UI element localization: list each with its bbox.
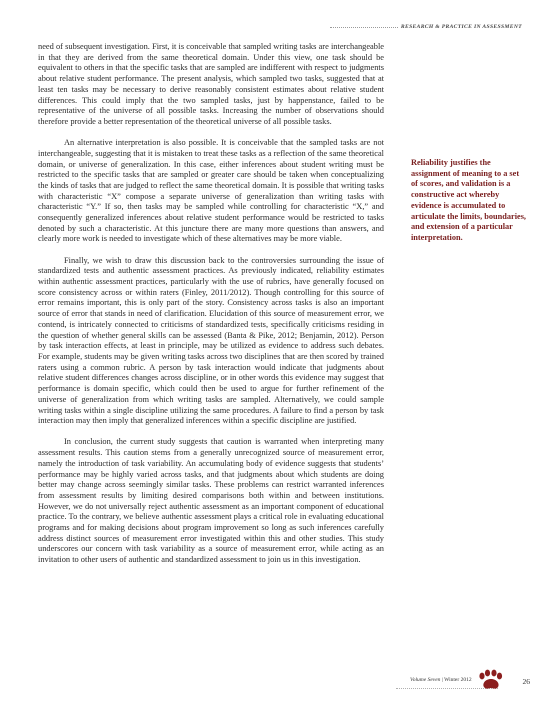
rpa-paw-logo-icon — [476, 669, 506, 691]
body-paragraph: Finally, we wish to draw this discussion back to the controversies surrounding the issue of standardized tests and authentic assessment practices. As previously indicated, reliability estimates within authentic assessment practices, particularly with the use of rubrics, have generally focused on score consistency across or within raters (Finley, 2011/2012). Though controlling for this source of error remains important, this is only part of the story. Consistency across tasks is also an important source of error that stands in need of clarification. Elucidation of this source of measurement error, we contend, is intricately connected to criticisms of standardized tests, specifically criticisms residing in the question of whether general skills can be assessed (Banta & Pike, 2012; Benjamin, 2012). Person by task interaction effects, at least in principle, may be utilized as evidence to address such debates. For example, students may be given writing tasks across two disciplines that are then scored by trained raters using a common rubric. A person by task interaction would indicate that judgments about relative student differences changes across discipline, or in other words this evidence may suggest that performance is domain specific, which could then be used to argue for further refinement of the universe of generalization from which writing tasks are sampled. Alternatively, we could sample writing tasks within a single discipline utilizing the same procedures. A failure to find a person by task interaction may then imply that generalized inferences within a specific discipline are justified. — [38, 255, 384, 426]
body-paragraph: In conclusion, the current study suggests that caution is warranted when interpreting many assessment results. This caution stems from a generally unrecognized source of measurement error, namely the introduction of task variability. An accumulating body of evidence suggests that students’ performance may be highly varied across tasks, and that judgments about which students are doing better may change across seemingly similar tasks. These problems can restrict warranted inferences from assessment results by limiting desired comparisons both within and between institutions. However, we do not universally reject authentic assessment as an important component of educational practice. To the contrary, we believe authentic assessment plays a critical role in evaluating educational programs and for making decisions about program improvement so long as such inferences carefully address distinct sources of measurement error investigated within this and other studies. This study underscores our concern with task variability as a source of measurement error, while acting as an invitation to other users of authentic and standardized assessment to join us in this investigation. — [38, 437, 384, 565]
page-number: 26 — [522, 677, 530, 686]
issue-separator: | — [441, 677, 445, 683]
page-footer — [396, 672, 530, 692]
issue-info — [410, 677, 472, 683]
body-paragraph: need of subsequent investigation. First, it is conceivable that sampled writing tasks are interchangeable in that they are derived from the same theoretical domain. Under this view, one task should be equivalent to others in that the specific tasks that are sampled are indifferent with respect to judgments about relative student performance. The present analysis, which sampled two tasks, suggested that at least ten tasks may be necessary to derive reasonably consistent estimates about relative student differences. This could imply that the two sampled tasks, just by happenstance, failed to be representative of the universe of all possible tasks. Increasing the number of observations should therefore provide a better representation of the theoretical universe of all possible tasks. — [38, 42, 384, 126]
article-body — [38, 42, 384, 576]
running-head-title: RESEARCH & PRACTICE IN ASSESSMENT — [398, 24, 522, 30]
pull-quote: Reliability justifies the assignment of meaning to a set of scores, and validation is a constructive act whereby evidence is accumulated to articulate the limits, boundaries, and extension of a particular interpretation. — [411, 158, 526, 242]
body-paragraph: An alternative interpretation is also possible. It is conceivable that the sampled tasks are not interchangeable, suggesting that it is mistaken to treat these tasks as a reflection of the same theoretical domain, or universe of generalization. In this case, either inferences about student writing must be restricted to the specific tasks that are sampled or greater care should be taken when conceptualizing the kinds of tasks that are judged to reflect the same theoretical domain. It is possible that writing tasks with characteristic “X” compose a separate universe of generalization than writing tasks with characteristic “Y.” If so, then tasks may be sampled while controlling for characteristic “X,” and consequently generalized inferences about relative student performance would be restricted to tasks denoted by such a characteristic. At this juncture there are many more questions than answers, and clearly more work is needed to investigate which of these alternatives may be more viable. — [38, 138, 384, 244]
volume-label: Volume Seven — [410, 677, 441, 683]
issue-label: Winter 2012 — [444, 677, 472, 683]
